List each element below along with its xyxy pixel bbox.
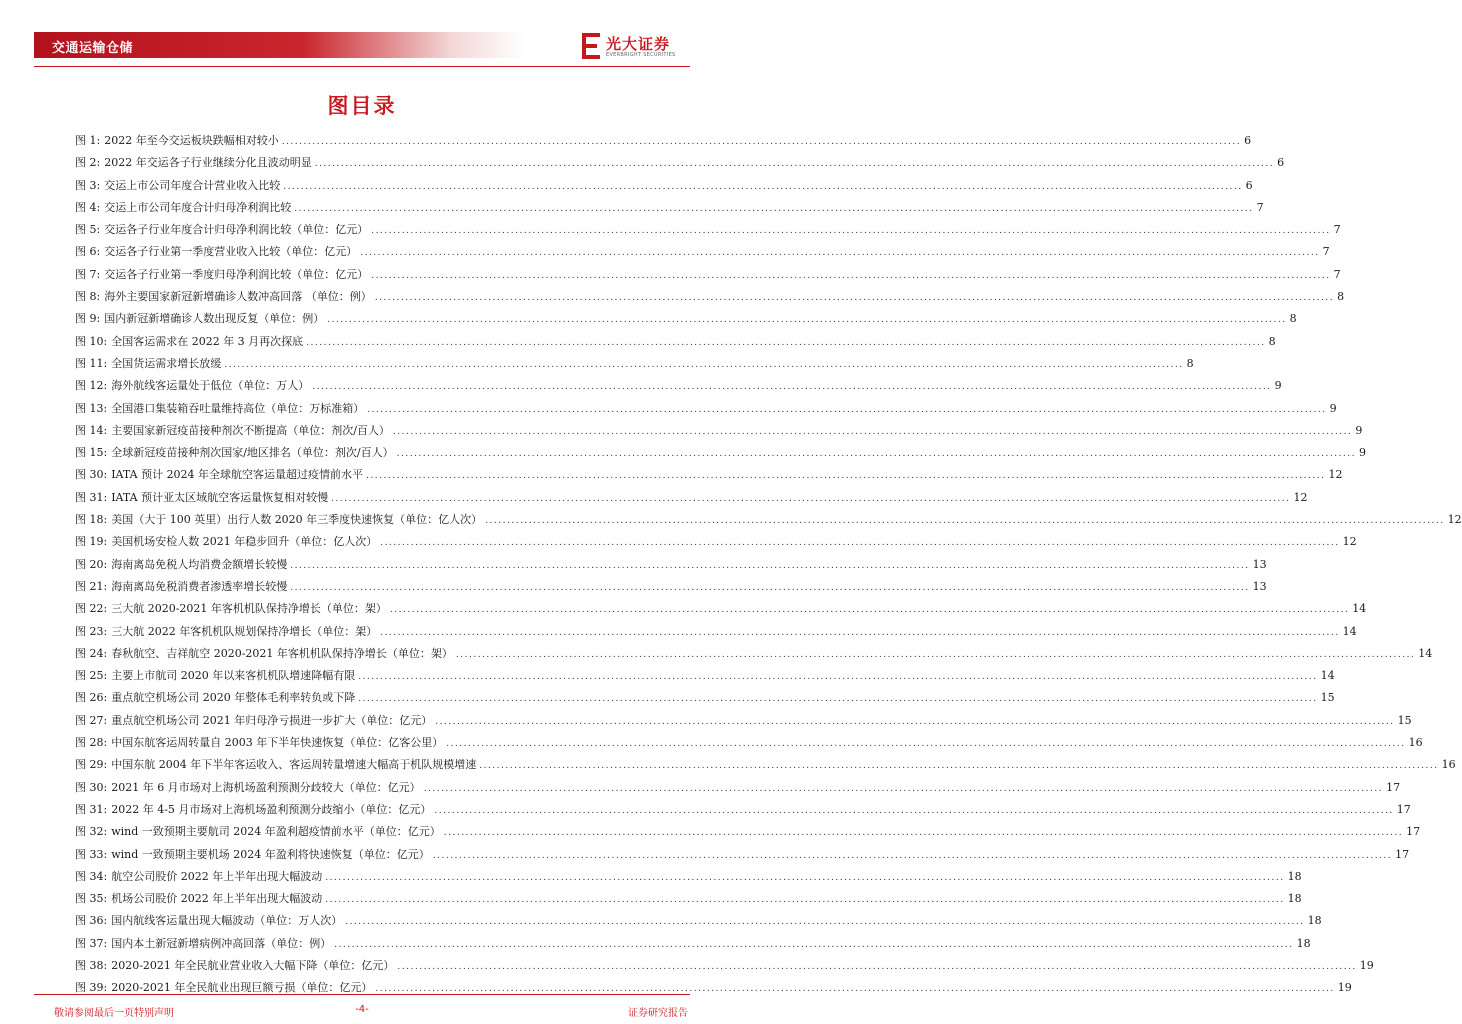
toc-entry-figure-number: 图 5: xyxy=(75,223,101,237)
toc-entry[interactable] xyxy=(75,910,1322,932)
toc-entry-title: 国内航线客运量出现大幅波动（单位：万人次） xyxy=(111,914,343,928)
toc-entry-title: 春秋航空、吉祥航空 2020-2021 年客机机队保持净增长（单位：架） xyxy=(111,646,453,660)
toc-entry-figure-number: 图 23: xyxy=(75,624,108,638)
toc-entry-page-number: 12 xyxy=(1328,468,1343,482)
toc-entry-figure-number: 图 27: xyxy=(75,713,108,727)
logo-text-en: EVERBRIGHT SECURITIES xyxy=(606,52,676,58)
toc-entry[interactable] xyxy=(75,598,1367,620)
toc-entry-title: 海南离岛免税人均消费金额增长较慢 xyxy=(111,557,288,571)
toc-entry-leader-dots: ............................................................................................................................................................................................................................ xyxy=(485,516,1445,527)
toc-entry[interactable] xyxy=(75,130,1252,152)
toc-entry-page-number: 17 xyxy=(1396,802,1411,816)
toc-entry[interactable] xyxy=(75,554,1267,576)
toc-entry[interactable] xyxy=(75,308,1297,330)
toc-entry-figure-number: 图 9: xyxy=(75,312,101,326)
toc-entry-page-number: 8 xyxy=(1337,290,1345,304)
toc-entry-figure-number: 图 30: xyxy=(75,468,108,482)
toc-entry[interactable] xyxy=(75,955,1374,977)
toc-entry-figure-number: 图 21: xyxy=(75,579,108,593)
toc-entry-leader-dots: ............................................................................................................................................................................................................................ xyxy=(446,739,1406,750)
toc-entry-figure-number: 图 19: xyxy=(75,535,108,549)
company-logo xyxy=(580,30,700,64)
toc-entry-page-number: 14 xyxy=(1342,624,1357,638)
header-divider xyxy=(34,66,690,67)
toc-entry-title: 机场公司股价 2022 年上半年出现大幅波动 xyxy=(111,892,323,906)
toc-entry-page-number: 19 xyxy=(1359,958,1374,972)
toc-entry[interactable] xyxy=(75,375,1282,397)
toc-entry-page-number: 14 xyxy=(1352,602,1367,616)
toc-entry[interactable] xyxy=(75,687,1335,709)
toc-entry-page-number: 13 xyxy=(1252,557,1267,571)
toc-entry-leader-dots: ............................................................................................................................................................................................................................ xyxy=(432,850,1393,861)
toc-entry-leader-dots: ............................................................................................................................................................................................................................ xyxy=(325,872,1285,883)
toc-entry[interactable] xyxy=(75,621,1357,643)
toc-entry-figure-number: 图 31: xyxy=(75,802,108,816)
toc-entry[interactable] xyxy=(75,264,1341,286)
toc-entry-title: 交运各子行业年度合计归母净利润比较（单位：亿元） xyxy=(104,223,369,237)
toc-entry-title: 国内本土新冠新增病例冲高回落（单位：例） xyxy=(111,936,332,950)
toc-entry[interactable] xyxy=(75,509,1462,531)
toc-entry[interactable] xyxy=(75,844,1410,866)
toc-entry-figure-number: 图 33: xyxy=(75,847,108,861)
toc-entry[interactable] xyxy=(75,821,1421,843)
toc-entry-page-number: 13 xyxy=(1252,579,1267,593)
toc-entry-page-number: 17 xyxy=(1395,847,1410,861)
toc-entry-figure-number: 图 14: xyxy=(75,423,108,437)
toc-entry-title: 美国（大于 100 英里）出行人数 2020 年三季度快速恢复（单位：亿人次） xyxy=(111,513,483,527)
toc-entry-page-number: 7 xyxy=(1322,245,1330,259)
toc-entry-title: 2020-2021 年全民航业出现巨额亏损（单位：亿元） xyxy=(111,981,373,995)
toc-entry-leader-dots: ............................................................................................................................................................................................................................ xyxy=(423,783,1384,794)
toc-entry-figure-number: 图 3: xyxy=(75,178,101,192)
toc-entry-figure-number: 图 10: xyxy=(75,334,108,348)
toc-entry-figure-number: 图 25: xyxy=(75,669,108,683)
toc-entry[interactable] xyxy=(75,933,1311,955)
toc-entry[interactable] xyxy=(75,175,1253,197)
toc-entry-figure-number: 图 35: xyxy=(75,892,108,906)
toc-entry-page-number: 8 xyxy=(1268,334,1276,348)
toc-entry-leader-dots: ............................................................................................................................................................................................................................ xyxy=(371,270,1331,281)
toc-entry-page-number: 8 xyxy=(1186,356,1194,370)
toc-entry-title: 中国东航 2004 年下半年客运收入、客运周转量增速大幅高于机队规模增速 xyxy=(111,758,477,772)
toc-entry-page-number: 18 xyxy=(1296,936,1311,950)
toc-entry-leader-dots: ............................................................................................................................................................................................................................ xyxy=(396,449,1357,460)
header-section-band xyxy=(34,32,524,58)
toc-entry-title: IATA 预计亚太区域航空客运量恢复相对较慢 xyxy=(111,490,329,504)
toc-entry[interactable] xyxy=(75,353,1194,375)
toc-entry-leader-dots: ............................................................................................................................................................................................................................ xyxy=(435,716,1395,727)
toc-entry-title: 主要上市航司 2020 年以来客机机队增速降幅有限 xyxy=(111,669,356,683)
toc-entry-leader-dots: ............................................................................................................................................................................................................................ xyxy=(380,538,1340,549)
toc-entry-title: 交运上市公司年度合计营业收入比较 xyxy=(104,178,281,192)
toc-entry-leader-dots: ............................................................................................................................................................................................................................ xyxy=(281,137,1242,147)
toc-entry[interactable] xyxy=(75,576,1267,598)
toc-entry-leader-dots: ............................................................................................................................................................................................................................ xyxy=(290,560,1250,571)
toc-entry-page-number: 9 xyxy=(1274,379,1282,393)
toc-entry-page-number: 12 xyxy=(1293,490,1308,504)
toc-entry-leader-dots: ............................................................................................................................................................................................................................ xyxy=(312,382,1272,393)
toc-entry-title: 国内新冠新增确诊人数出现反复（单位：例） xyxy=(104,312,325,326)
toc-entry-figure-number: 图 13: xyxy=(75,401,108,415)
toc-entry-figure-number: 图 7: xyxy=(75,267,101,281)
toc-entry[interactable] xyxy=(75,286,1345,308)
toc-entry-page-number: 18 xyxy=(1287,869,1302,883)
toc-entry-page-number: 14 xyxy=(1320,669,1335,683)
toc-entry-figure-number: 图 31: xyxy=(75,490,108,504)
toc-entry-page-number: 17 xyxy=(1386,780,1401,794)
toc-entry-title: 三大航 2022 年客机机队规划保持净增长（单位：架） xyxy=(111,624,378,638)
toc-entry[interactable] xyxy=(75,777,1401,799)
toc-entry-figure-number: 图 1: xyxy=(75,134,101,147)
toc-entry-figure-number: 图 20: xyxy=(75,557,108,571)
toc-entry-figure-number: 图 34: xyxy=(75,869,108,883)
toc-entry-leader-dots: ............................................................................................................................................................................................................................ xyxy=(389,605,1350,616)
toc-entry-page-number: 9 xyxy=(1359,446,1367,460)
toc-entry-leader-dots: ............................................................................................................................................................................................................................ xyxy=(224,359,1184,370)
toc-entry-figure-number: 图 12: xyxy=(75,379,108,393)
toc-entry-page-number: 12 xyxy=(1447,513,1462,527)
toc-entry-title: 海外主要国家新冠新增确诊人数冲高回落 （单位：例） xyxy=(104,290,372,304)
toc-entry-leader-dots: ............................................................................................................................................................................................................................ xyxy=(334,939,1294,950)
toc-entry-leader-dots: ............................................................................................................................................................................................................................ xyxy=(479,761,1439,772)
toc-entry-page-number: 9 xyxy=(1329,401,1337,415)
toc-entry[interactable] xyxy=(75,888,1302,910)
footer-doc-type: 证券研究报告 xyxy=(628,1008,688,1019)
toc-entry-leader-dots: ............................................................................................................................................................................................................................ xyxy=(374,293,1335,304)
toc-entry-page-number: 7 xyxy=(1333,223,1341,237)
footer-page-number: -4- xyxy=(355,1004,369,1015)
page-title: 图目录 xyxy=(327,94,397,118)
toc-entry-title: wind 一致预期主要机场 2024 年盈利将快速恢复（单位：亿元） xyxy=(111,847,430,861)
toc-entry-figure-number: 图 39: xyxy=(75,981,108,995)
toc-entry-leader-dots: ............................................................................................................................................................................................................................ xyxy=(314,159,1275,170)
toc-entry-title: 2022 年 4-5 月市场对上海机场盈利预测分歧缩小（单位：亿元） xyxy=(111,802,432,816)
toc-entry-leader-dots: ............................................................................................................................................................................................................................ xyxy=(294,203,1254,214)
toc-entry[interactable] xyxy=(75,754,1456,776)
toc-entry-figure-number: 图 4: xyxy=(75,200,101,214)
toc-entry-title: 交运上市公司年度合计归母净利润比较 xyxy=(104,200,292,214)
toc-entry-page-number: 15 xyxy=(1320,691,1335,705)
toc-entry[interactable] xyxy=(75,420,1363,442)
toc-entry[interactable] xyxy=(75,464,1343,486)
toc-entry-title: 主要国家新冠疫苗接种剂次不断提高（单位：剂次/百人） xyxy=(111,423,390,437)
toc-entry-leader-dots: ............................................................................................................................................................................................................................ xyxy=(283,181,1243,192)
toc-entry-leader-dots: ............................................................................................................................................................................................................................ xyxy=(358,672,1318,683)
toc-entry-leader-dots: ............................................................................................................................................................................................................................ xyxy=(358,694,1318,705)
toc-entry-page-number: 18 xyxy=(1307,914,1322,928)
toc-entry-leader-dots: ............................................................................................................................................................................................................................ xyxy=(290,582,1250,593)
toc-entry[interactable] xyxy=(75,665,1335,687)
toc-entry[interactable] xyxy=(75,442,1367,464)
toc-entry-leader-dots: ............................................................................................................................................................................................................................ xyxy=(306,337,1266,348)
toc-entry[interactable] xyxy=(75,977,1352,999)
toc-entry-title: 美国机场安检人数 2021 年稳步回升（单位：亿人次） xyxy=(111,535,378,549)
header-section-label: 交通运输仓储 xyxy=(52,41,134,56)
toc-entry-figure-number: 图 15: xyxy=(75,446,108,460)
toc-entry[interactable] xyxy=(75,643,1433,665)
toc-entry-figure-number: 图 6: xyxy=(75,245,101,259)
toc-entry-leader-dots: ............................................................................................................................................................................................................................ xyxy=(325,895,1285,906)
toc-entry-figure-number: 图 38: xyxy=(75,958,108,972)
toc-entry-page-number: 14 xyxy=(1418,646,1433,660)
toc-entry-title: 航空公司股价 2022 年上半年出现大幅波动 xyxy=(111,869,323,883)
toc-entry-leader-dots: ............................................................................................................................................................................................................................ xyxy=(434,805,1394,816)
toc-entry-title: 重点航空机场公司 2021 年归母净亏损进一步扩大（单位：亿元） xyxy=(111,713,433,727)
toc-entry-figure-number: 图 36: xyxy=(75,914,108,928)
toc-entry-leader-dots: ............................................................................................................................................................................................................................ xyxy=(360,248,1320,259)
toc-entry[interactable] xyxy=(75,487,1308,509)
toc-entry-figure-number: 图 32: xyxy=(75,825,108,839)
toc-entry-page-number: 16 xyxy=(1441,758,1456,772)
toc-entry-page-number: 15 xyxy=(1397,713,1412,727)
toc-entry-leader-dots: ............................................................................................................................................................................................................................ xyxy=(397,961,1357,972)
toc-entry[interactable] xyxy=(75,531,1357,553)
toc-entry-leader-dots: ............................................................................................................................................................................................................................ xyxy=(392,426,1353,437)
toc-entry-title: 全国客运需求在 2022 年 3 月再次探底 xyxy=(111,334,304,348)
figure-list xyxy=(75,130,1462,1000)
toc-entry-title: 全球新冠疫苗接种剂次国家/地区排名（单位：剂次/百人） xyxy=(111,446,394,460)
toc-entry-page-number: 9 xyxy=(1355,423,1363,437)
toc-entry-title: 2022 年交运各子行业继续分化且波动明显 xyxy=(104,156,312,170)
toc-entry[interactable] xyxy=(75,197,1264,219)
toc-entry-leader-dots: ............................................................................................................................................................................................................................ xyxy=(371,226,1331,237)
toc-entry-page-number: 19 xyxy=(1337,981,1352,995)
toc-entry-leader-dots: ............................................................................................................................................................................................................................ xyxy=(443,828,1404,839)
toc-entry-leader-dots: ............................................................................................................................................................................................................................ xyxy=(380,627,1340,638)
toc-entry[interactable] xyxy=(75,331,1276,353)
toc-entry-title: 2022 年至今交运板块跌幅相对较小 xyxy=(104,134,279,147)
toc-entry-figure-number: 图 30: xyxy=(75,780,108,794)
toc-entry[interactable] xyxy=(75,732,1423,754)
toc-entry-page-number: 6 xyxy=(1244,134,1252,147)
toc-entry-title: wind 一致预期主要航司 2024 年盈利超疫情前水平（单位：亿元） xyxy=(111,825,441,839)
toc-entry[interactable] xyxy=(75,799,1411,821)
toc-entry-title: 重点航空机场公司 2020 年整体毛利率转负或下降 xyxy=(111,691,356,705)
footer-disclaimer: 敬请参阅最后一页特别声明 xyxy=(54,1008,174,1019)
toc-entry-title: 交运各子行业第一季度营业收入比较（单位：亿元） xyxy=(104,245,358,259)
toc-entry-title: 中国东航客运周转量自 2003 年下半年快速恢复（单位：亿客公里） xyxy=(111,736,444,750)
toc-entry-figure-number: 图 2: xyxy=(75,156,101,170)
toc-entry-figure-number: 图 29: xyxy=(75,758,108,772)
toc-entry-figure-number: 图 28: xyxy=(75,736,108,750)
toc-entry-page-number: 16 xyxy=(1408,736,1423,750)
logo-mark-icon xyxy=(580,32,602,60)
toc-entry-leader-dots: ............................................................................................................................................................................................................................ xyxy=(331,493,1291,504)
toc-entry-page-number: 6 xyxy=(1245,178,1253,192)
toc-entry-page-number: 17 xyxy=(1406,825,1421,839)
toc-entry-figure-number: 图 22: xyxy=(75,602,108,616)
toc-entry[interactable] xyxy=(75,398,1337,420)
toc-entry[interactable] xyxy=(75,710,1412,732)
toc-entry-leader-dots: ............................................................................................................................................................................................................................ xyxy=(327,315,1287,326)
toc-entry-leader-dots: ............................................................................................................................................................................................................................ xyxy=(375,984,1335,995)
toc-entry-figure-number: 图 37: xyxy=(75,936,108,950)
toc-entry-page-number: 7 xyxy=(1333,267,1341,281)
toc-entry-page-number: 12 xyxy=(1342,535,1357,549)
toc-entry-figure-number: 图 26: xyxy=(75,691,108,705)
toc-entry-title: 三大航 2020-2021 年客机机队保持净增长（单位：架） xyxy=(111,602,387,616)
toc-entry-page-number: 7 xyxy=(1256,200,1264,214)
toc-entry-leader-dots: ............................................................................................................................................................................................................................ xyxy=(366,471,1326,482)
toc-entry-title: 海南离岛免税消费者渗透率增长较慢 xyxy=(111,579,288,593)
toc-entry-figure-number: 图 18: xyxy=(75,513,108,527)
toc-entry-title: IATA 预计 2024 年全球航空客运量超过疫情前水平 xyxy=(111,468,364,482)
toc-entry-page-number: 6 xyxy=(1277,156,1285,170)
toc-entry[interactable] xyxy=(75,241,1330,263)
toc-entry-figure-number: 图 11: xyxy=(75,356,108,370)
toc-entry-title: 2021 年 6 月市场对上海机场盈利预测分歧较大（单位：亿元） xyxy=(111,780,421,794)
toc-entry-leader-dots: ............................................................................................................................................................................................................................ xyxy=(455,649,1416,660)
toc-entry-title: 海外航线客运量处于低位（单位：万人） xyxy=(111,379,310,393)
toc-entry-title: 全国港口集装箱吞吐量维持高位（单位：万标准箱） xyxy=(111,401,365,415)
toc-entry-figure-number: 图 24: xyxy=(75,646,108,660)
toc-entry[interactable] xyxy=(75,152,1285,174)
toc-entry-page-number: 18 xyxy=(1287,892,1302,906)
toc-entry-leader-dots: ............................................................................................................................................................................................................................ xyxy=(367,404,1327,415)
toc-entry-title: 全国货运需求增长放缓 xyxy=(111,356,222,370)
toc-entry-title: 交运各子行业第一季度归母净利润比较（单位：亿元） xyxy=(104,267,369,281)
toc-entry-page-number: 8 xyxy=(1289,312,1297,326)
logo-text-cn: 光大证券 xyxy=(606,35,671,53)
toc-entry-title: 2020-2021 年全民航业营业收入大幅下降（单位：亿元） xyxy=(111,958,395,972)
toc-entry[interactable] xyxy=(75,866,1302,888)
toc-entry-figure-number: 图 8: xyxy=(75,290,101,304)
toc-entry[interactable] xyxy=(75,219,1341,241)
footer-divider xyxy=(34,994,690,995)
toc-entry-leader-dots: ............................................................................................................................................................................................................................ xyxy=(345,917,1305,928)
